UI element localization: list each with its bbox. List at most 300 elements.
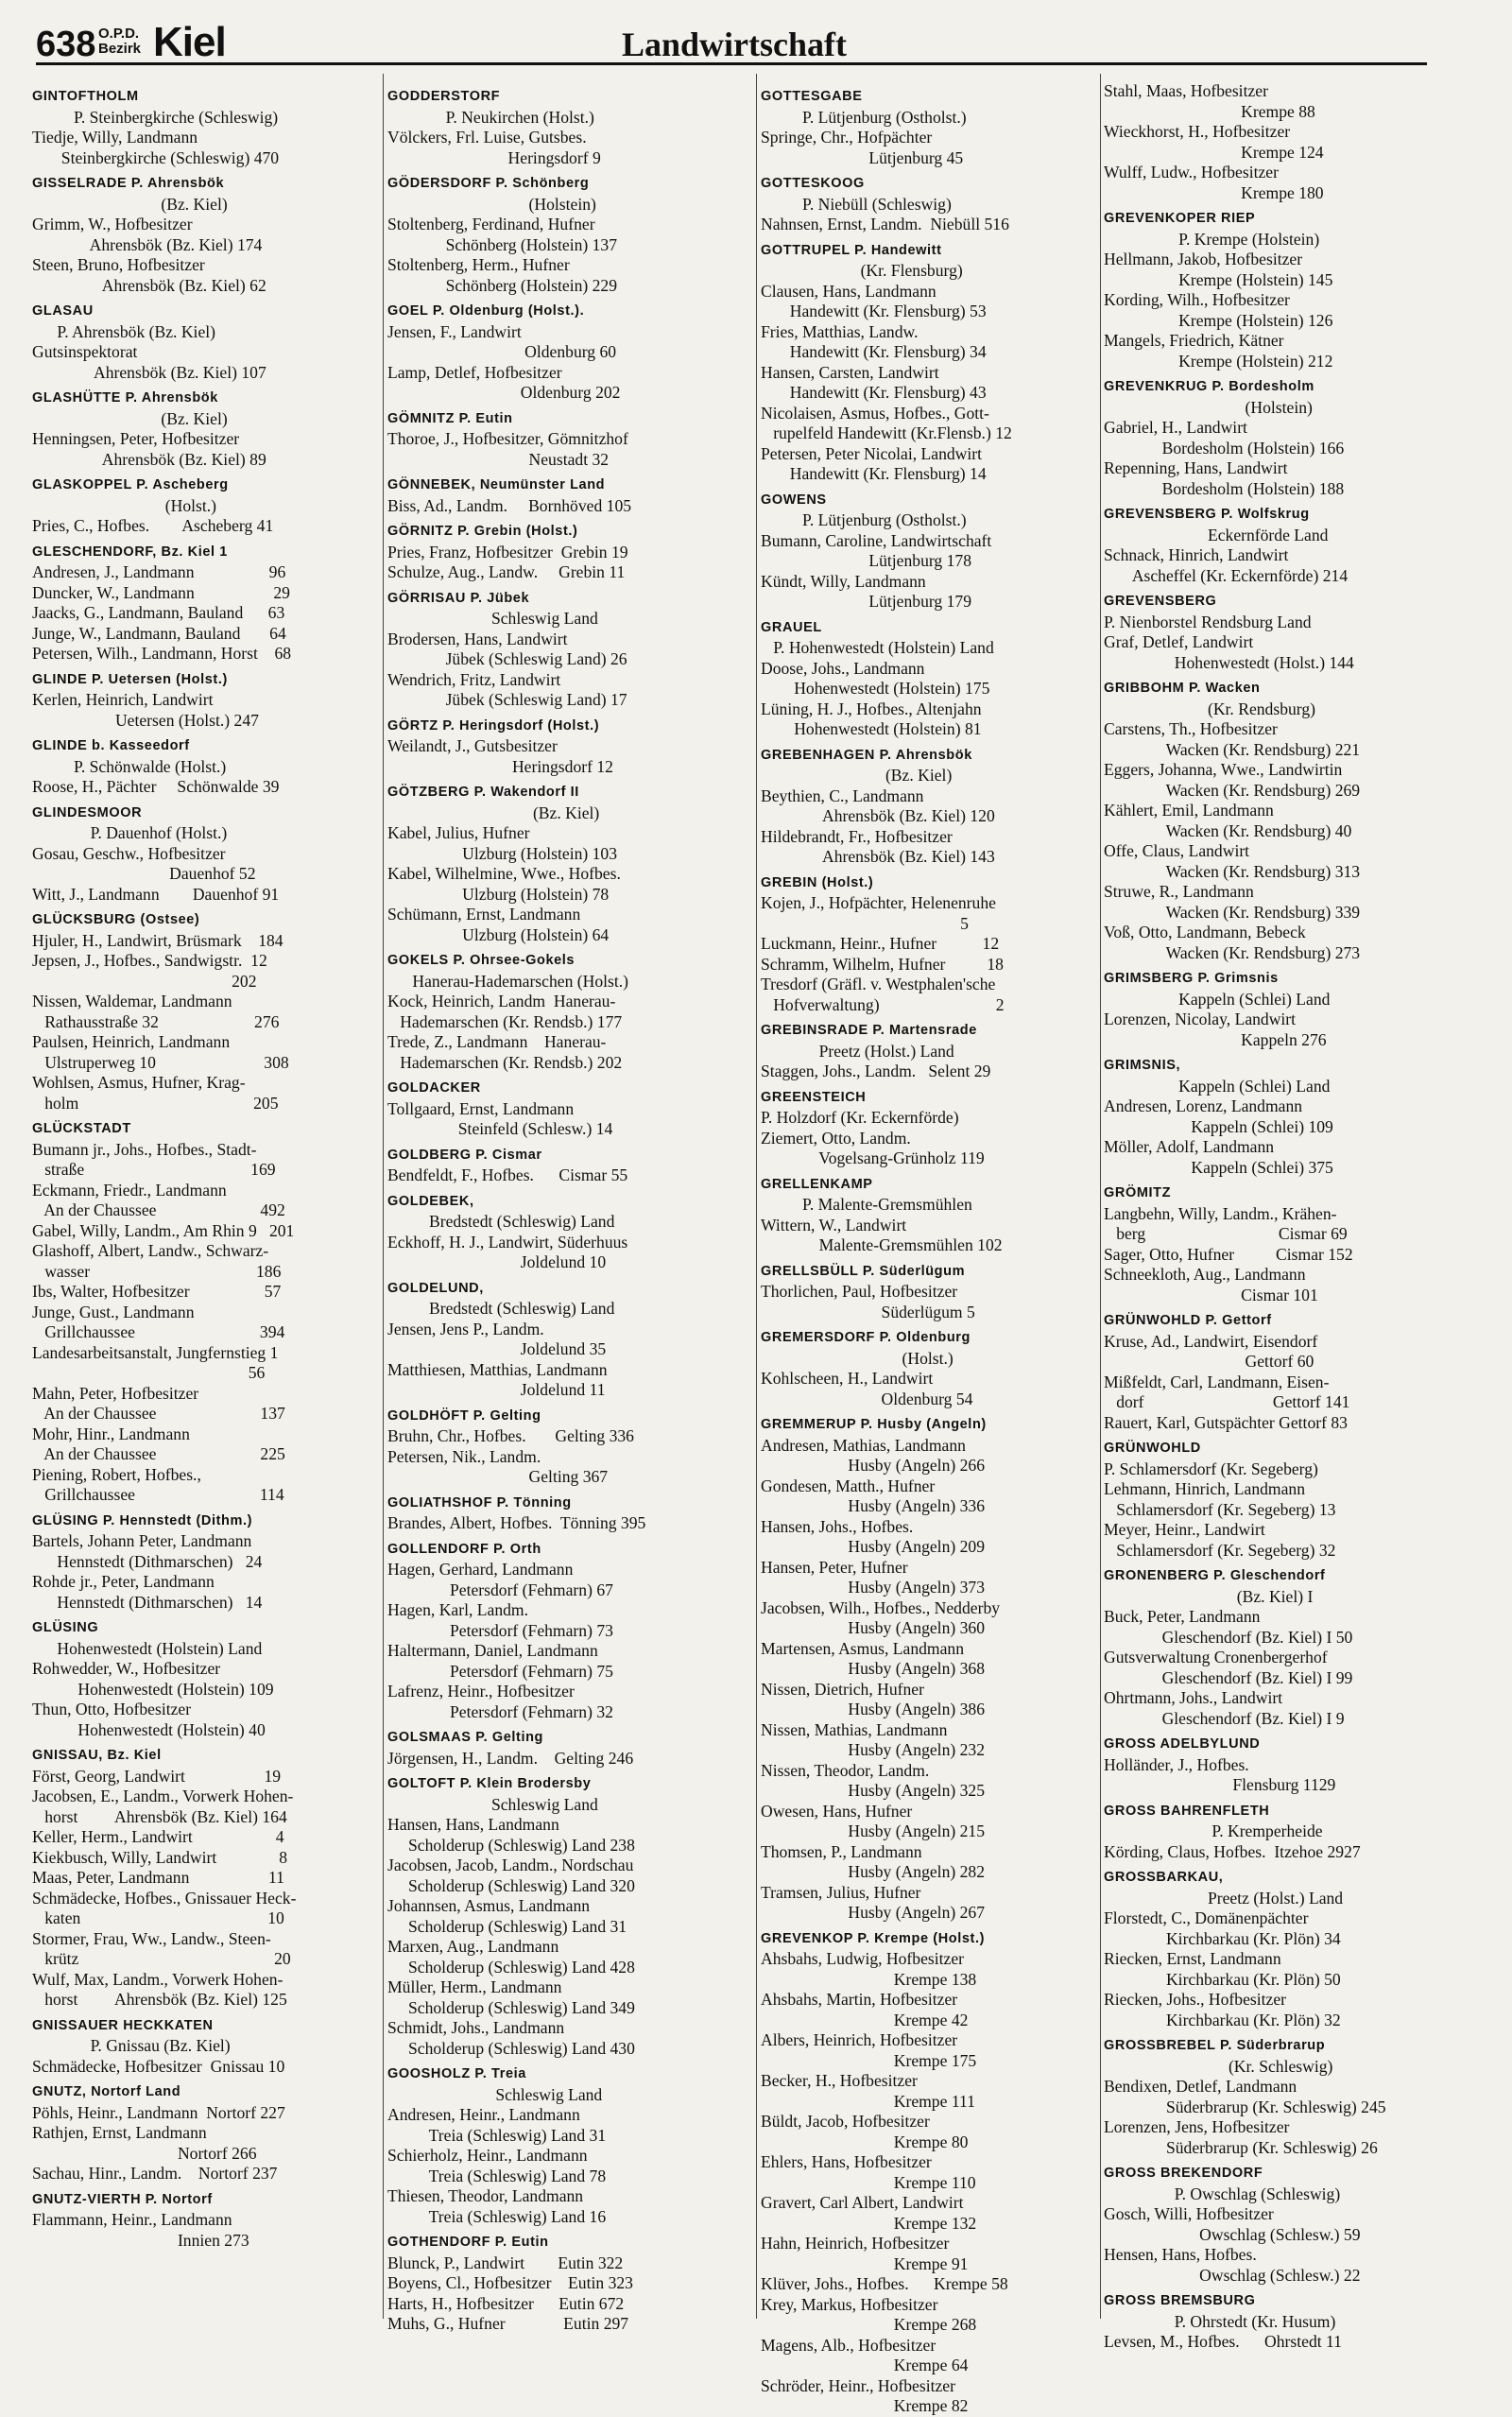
bezirk-label: Bezirk [98,41,142,57]
entry-line: Treia (Schleswig) Land 31 [387,2125,607,2145]
entry-line: P. Krempe (Holstein) [1104,229,1320,249]
entry-line: Hennstedt (Dithmarschen) 24 [32,1551,263,1571]
entry-line: Schmädecke, Hofbes., Gnissauer Heck- [32,1888,297,1908]
entry-line: Andresen, Lorenz, Landmann [1104,1096,1303,1115]
entry-line: Ascheffel (Kr. Eckernförde) 214 [1104,565,1349,585]
entry-line: Joldelund 35 [387,1339,607,1358]
entry-line: Krempe 82 [761,2396,969,2415]
district-city: Kiel [153,19,226,65]
entry-line: Jensen, Jens P., Landm. [387,1319,544,1338]
entry-line: Schlamersdorf (Kr. Segeberg) 13 [1104,1499,1336,1519]
place-heading: GREVENKRUG P. Bordesholm [1104,379,1314,394]
place-heading: GOTTRUPEL P. Handewitt [761,242,942,258]
entry-line: Grimm, W., Hofbesitzer [32,215,193,233]
place-heading: GLÜCKSBURG (Ostsee) [32,912,200,927]
entry-line: Levsen, M., Hofbes. Ohrstedt 11 [1104,2332,1342,2351]
place-heading: GOLIATHSHOF P. Tönning [387,1494,572,1511]
entry-line: Wacken (Kr. Rendsburg) 313 [1104,861,1361,881]
entry-line: Kock, Heinrich, Landm Hanerau- [387,992,616,1010]
place-heading: GROSSBREBEL P. Süderbrarup [1104,2038,1326,2053]
entry-line: katen 10 [32,1908,284,1927]
entry-line: Schulze, Aug., Landw. Grebin 11 [387,562,626,581]
entry-line: Krempe 180 [1104,182,1324,202]
entry-line: Wieckhorst, H., Hofbesitzer [1104,122,1291,141]
entry-line: Kappeln (Schlei) 109 [1104,1116,1333,1136]
entry-line: Nissen, Mathias, Landmann [761,1719,948,1739]
entry-line: Riecken, Ernst, Landmann [1104,1949,1281,1968]
entry-line: Krempe 88 [1104,101,1315,121]
entry-line: 202 [32,971,257,991]
place-heading: GROSS ADELBYLUND [1104,1736,1261,1752]
entry-line: (Holst.) [761,1348,954,1368]
entry-line: Büldt, Jacob, Hofbesitzer [761,2112,930,2131]
entry-line: Schramm, Wilhelm, Hufner 18 [761,954,1004,974]
place-heading: GOLDHÖFT P. Gelting [387,1407,541,1424]
entry-line: An der Chaussee 225 [32,1444,285,1463]
entry-line: P. Gnissau (Bz. Kiel) [32,2036,231,2055]
entry-line: (Bz. Kiel) I [1104,1586,1314,1606]
entry-line: Lüning, H. J., Hofbes., Altenjahn [761,699,982,718]
entry-line: Doose, Johs., Landmann [761,658,925,678]
place-heading: GÖNNEBEK, Neumünster Land [387,477,606,492]
entry-line: Gelting 367 [387,1467,609,1486]
entry-line: Hellmann, Jakob, Hofbesitzer [1104,250,1303,268]
entry-line: Gosau, Geschw., Hofbesitzer [32,843,226,863]
entry-line: Jepsen, J., Hofbes., Sandwigstr. 12 [32,951,267,970]
page-number: 638 [36,25,96,64]
entry-line: Piening, Robert, Hofbes., [32,1464,201,1484]
entry-line: Först, Georg, Landwirt 19 [32,1766,282,1786]
entry-line: Schleswig Land [387,609,598,628]
column-4 [1104,81,1463,2351]
entry-line: Gosch, Willi, Hofbesitzer [1104,2204,1274,2223]
entry-line: Steen, Bruno, Hofbesitzer [32,255,205,274]
place-heading: GOLDBERG P. Cismar [387,1147,542,1163]
entry-line: Husby (Angeln) 215 [761,1821,986,1840]
entry-line: Jensen, F., Landwirt [387,321,522,341]
entry-line: Husby (Angeln) 266 [761,1456,986,1475]
place-heading: GLÜSING P. Hennstedt (Dithm.) [32,1512,253,1528]
place-heading: GÖMNITZ P. Eutin [387,410,513,426]
entry-line: Ziemert, Otto, Landm. [761,1128,911,1148]
entry-line: Vogelsang-Grünholz 119 [761,1148,985,1167]
entry-line: Thoroe, J., Hofbesitzer, Gömnitzhof [387,429,628,448]
entry-line: Uetersen (Holst.) 247 [32,710,259,730]
entry-line: Witt, J., Landmann Dauenhof 91 [32,884,280,904]
column-divider [756,74,757,2319]
entry-line: Handewitt (Kr. Flensburg) 34 [761,342,987,361]
place-heading: GRELLSBÜLL P. Süderlügum [761,1263,966,1279]
entry-line: Johannsen, Asmus, Landmann [387,1896,591,1915]
entry-line: Struwe, R., Landmann [1104,882,1254,901]
entry-line: Krempe 175 [761,2050,977,2070]
entry-line: krütz 20 [32,1949,291,1968]
entry-line: Jübek (Schleswig Land) 26 [387,649,627,668]
entry-line: (Kr. Schleswig) [1104,2056,1333,2076]
entry-line: Steinbergkirche (Schleswig) 470 [32,147,280,167]
place-heading: GOLDACKER [387,1080,481,1096]
entry-line: Hensen, Hans, Hofbes. [1104,2245,1257,2264]
entry-line: P. Ahrensbök (Bz. Kiel) [32,321,216,341]
entry-line: Rathausstraße 32 276 [32,1011,280,1031]
entry-line: Schleswig Land [387,1794,598,1814]
entry-line: Becker, H., Hofbesitzer [761,2071,918,2090]
entry-line: Stormer, Frau, Ww., Landw., Steen- [32,1928,271,1948]
column-2 [387,81,751,2333]
entry-line: Kählert, Emil, Landmann [1104,801,1274,820]
entry-line: Ohrtmann, Johs., Landwirt [1104,1688,1283,1707]
entry-line: Scholderup (Schleswig) Land 31 [387,1916,627,1936]
entry-line: Glashoff, Albert, Landw., Schwarz- [32,1241,269,1260]
entry-line: Meyer, Heinr., Landwirt [1104,1520,1265,1539]
place-heading: GROSS BREMSBURG [1104,2293,1256,2308]
entry-line: Süderlügum 5 [761,1302,975,1321]
entry-line: Preetz (Holst.) Land [1104,1888,1344,1908]
place-heading: GLÜSING [32,1620,99,1635]
entry-line: Cismar 101 [1104,1285,1318,1304]
entry-line: Husby (Angeln) 373 [761,1578,986,1597]
entry-line: Nissen, Dietrich, Hufner [761,1679,924,1699]
entry-line: Thorlichen, Paul, Hofbesitzer [761,1282,958,1301]
entry-line: Oldenburg 54 [761,1389,973,1408]
place-heading: GRÜNWOHLD [1104,1441,1201,1456]
entry-line: Malente-Gremsmühlen 102 [761,1235,1003,1254]
entry-line: (Bz. Kiel) [761,766,953,785]
header-rule [36,62,1427,65]
entry-line: Schlamersdorf (Kr. Segeberg) 32 [1104,1540,1336,1560]
entry-line: 56 [32,1363,266,1382]
entry-line: Hohenwestedt (Holstein) 175 [761,679,990,698]
place-heading: GREENSTEICH [761,1089,867,1105]
entry-line: Gravert, Carl Albert, Landwirt [761,2193,964,2212]
entry-line: Wacken (Kr. Rendsburg) 273 [1104,942,1361,962]
entry-line: Kappeln (Schlei) Land [1104,989,1331,1009]
opd-label: O.P.D. [98,26,140,42]
entry-line: Oldenburg 202 [387,383,621,402]
entry-line: Junge, Gust., Landmann [32,1302,195,1321]
entry-line: Stoltenberg, Herm., Hufner [387,255,570,274]
place-heading: GRÜNWOHLD P. Gettorf [1104,1313,1272,1328]
entry-line: Wacken (Kr. Rendsburg) 269 [1104,780,1361,800]
place-heading: GÖRTZ P. Heringsdorf (Holst.) [387,717,600,734]
entry-line: Brandes, Albert, Hofbes. Tönning 395 [387,1513,646,1532]
place-heading: GREBINSRADE P. Martensrade [761,1023,977,1038]
entry-line: Wacken (Kr. Rendsburg) 221 [1104,739,1361,759]
entry-line: Voß, Otto, Landmann, Bebeck [1104,923,1306,941]
entry-line: Carstens, Th., Hofbesitzer [1104,719,1278,738]
entry-line: Staggen, Johs., Landm. Selent 29 [761,1062,991,1080]
entry-line: Stahl, Maas, Hofbesitzer [1104,81,1268,100]
entry-line: Lorenzen, Jens, Hofbesitzer [1104,2117,1290,2136]
entry-line: Schümann, Ernst, Landmann [387,905,581,924]
entry-line: Hansen, Peter, Hufner [761,1557,908,1577]
entry-line: Owschlag (Schlesw.) 59 [1104,2224,1361,2244]
entry-line: Bendfeldt, F., Hofbes. Cismar 55 [387,1165,628,1184]
entry-line: Pries, C., Hofbes. Ascheberg 41 [32,516,274,535]
place-heading: GNUTZ, Nortorf Land [32,2084,181,2099]
entry-line: Repenning, Hans, Landwirt [1104,458,1288,477]
entry-line: Hahn, Heinrich, Hofbesitzer [761,2234,950,2253]
entry-line: Hofverwaltung) 2 [761,994,1005,1014]
entry-line: Bredstedt (Schleswig) Land [387,1299,615,1318]
entry-line: Gettorf 60 [1104,1352,1314,1371]
entry-line: Krempe 110 [761,2172,976,2192]
page-title: Landwirtschaft [622,26,848,63]
entry-line: holm 205 [32,1093,279,1113]
entry-line: Landesarbeitsanstalt, Jungfernstieg 1 [32,1342,279,1362]
entry-line: Ahrensbök (Bz. Kiel) 120 [761,806,995,825]
entry-line: Ahrensbök (Bz. Kiel) 107 [32,362,266,382]
entry-line: Heringsdorf 12 [387,756,613,776]
entry-line: Müller, Herm., Landmann [387,1977,562,1996]
entry-line: Wendrich, Fritz, Landwirt [387,669,561,689]
entry-line: Scholderup (Schleswig) Land 349 [387,1997,635,2017]
entry-line: P. Lütjenburg (Ostholst.) [761,107,967,127]
entry-line: Gleschendorf (Bz. Kiel) I 99 [1104,1667,1353,1687]
place-heading: GRÖMITZ [1104,1185,1172,1200]
entry-line: Krempe 132 [761,2213,977,2233]
entry-line: Ahrensbök (Bz. Kiel) 174 [32,234,263,254]
entry-line: Schönberg (Holstein) 137 [387,234,618,254]
entry-line: Bordesholm (Holstein) 166 [1104,438,1345,458]
entry-line: Schmädecke, Hofbesitzer Gnissau 10 [32,2056,285,2076]
entry-line: Kording, Wilh., Hofbesitzer [1104,290,1290,309]
entry-line: Kappeln 276 [1104,1029,1327,1049]
entry-line: Clausen, Hans, Landmann [761,281,936,301]
entry-line: Nahnsen, Ernst, Landm. Niebüll 516 [761,215,1009,233]
entry-line: Eckhoff, H. J., Landwirt, Süderhuus [387,1232,628,1252]
entry-line: Scholderup (Schleswig) Land 428 [387,1957,635,1977]
entry-line: Pries, Franz, Hofbesitzer Grebin 19 [387,542,628,561]
entry-line: Handewitt (Kr. Flensburg) 53 [761,302,987,320]
entry-line: Kruse, Ad., Landwirt, Eisendorf [1104,1331,1318,1351]
entry-line: Mohr, Hinr., Landmann [32,1424,190,1443]
entry-line: Krempe (Holstein) 212 [1104,351,1333,371]
place-heading: GROSS BREKENDORF [1104,2166,1263,2181]
entry-line: P. Lütjenburg (Ostholst.) [761,510,967,529]
place-heading: GLÜCKSTADT [32,1121,131,1136]
entry-line: Treia (Schleswig) Land 16 [387,2206,607,2226]
entry-line: Rauert, Karl, Gutspächter Gettorf 83 [1104,1412,1348,1432]
entry-line: Körding, Claus, Hofbes. Itzehoe 2927 [1104,1841,1361,1861]
entry-line: Mißfeldt, Carl, Landmann, Eisen- [1104,1372,1330,1391]
entry-line: Nissen, Theodor, Landm. [761,1760,930,1780]
entry-line: Eggers, Johanna, Wwe., Landwirtin [1104,760,1343,779]
entry-line: Krempe 111 [761,2091,975,2111]
entry-line: Hagen, Karl, Landm. [387,1600,529,1619]
entry-line: Paulsen, Heinrich, Landmann [32,1032,231,1051]
place-heading: GOLLENDORF P. Orth [387,1541,541,1557]
entry-line: Flammann, Heinr., Landmann [32,2210,232,2229]
entry-line: Schmidt, Johs., Landmann [387,2018,565,2037]
entry-line: Scholderup (Schleswig) Land 320 [387,1875,635,1895]
entry-line: Hennstedt (Dithmarschen) 14 [32,1592,263,1612]
entry-line: Graf, Detlef, Landwirt [1104,632,1254,651]
entry-line: An der Chaussee 492 [32,1200,285,1219]
entry-line: rupelfeld Handewitt (Kr.Flensb.) 12 [761,423,1012,442]
place-heading: GLINDESMOOR [32,804,143,820]
entry-line: Schönberg (Holstein) 229 [387,275,618,295]
place-heading: GÖDERSDORF P. Schönberg [387,176,590,191]
entry-line: Oldenburg 60 [387,342,617,361]
place-heading: GREBENHAGEN P. Ahrensbök [761,747,972,763]
entry-line: Martensen, Asmus, Landmann [761,1638,964,1658]
entry-line: Weilandt, J., Gutsbesitzer [387,736,558,755]
entry-line: Schierholz, Heinr., Landmann [387,2146,588,2165]
entry-line: Henningsen, Peter, Hofbesitzer [32,429,240,448]
place-heading: GOLSMAAS P. Gelting [387,1730,544,1745]
entry-line: Heringsdorf 9 [387,147,601,167]
entry-line: Holländer, J., Hofbes. [1104,1754,1249,1774]
place-heading: GOLTOFT P. Klein Brodersby [387,1776,592,1791]
entry-line: Steinfeld (Schlesw.) 14 [387,1119,613,1138]
entry-line: P. Schlamersdorf (Kr. Segeberg) [1104,1459,1318,1478]
entry-line: Mahn, Peter, Hofbesitzer [32,1383,199,1403]
entry-line: P. Hohenwestedt (Holstein) Land [761,638,994,657]
entry-line: P. Holzdorf (Kr. Eckernförde) [761,1108,959,1127]
entry-line: Husby (Angeln) 386 [761,1700,986,1718]
entry-line: (Kr. Rendsburg) [1104,699,1315,718]
entry-line: P. Nienborstel Rendsburg Land [1104,612,1312,631]
entry-line: Bordesholm (Holstein) 188 [1104,478,1345,498]
entry-line: Jaacks, G., Landmann, Bauland 63 [32,603,285,622]
entry-line: Bartels, Johann Peter, Landmann [32,1531,252,1550]
entry-line: Ulzburg (Holstein) 103 [387,843,618,863]
entry-line: Schleswig Land [387,2084,603,2104]
entry-line: Flensburg 1129 [1104,1775,1336,1794]
entry-line: Grillchaussee 114 [32,1485,284,1504]
entry-line: Rathjen, Ernst, Landmann [32,2123,207,2142]
entry-line: Owschlag (Schlesw.) 22 [1104,2265,1361,2285]
entry-line: P. Dauenhof (Holst.) [32,823,228,842]
entry-line: Petersdorf (Fehmarn) 67 [387,1580,613,1599]
entry-line: Preetz (Holst.) Land [761,1041,954,1061]
entry-line: P. Neukirchen (Holst.) [387,107,594,127]
entry-line: Langbehn, Willy, Landm., Krähen- [1104,1203,1337,1223]
entry-line: Thomsen, P., Landmann [761,1841,922,1861]
entry-line: Wulff, Ludw., Hofbesitzer [1104,163,1279,181]
entry-line: P. Malente-Gremsmühlen [761,1195,972,1214]
place-heading: GREVENSBERG P. Wolfskrug [1104,507,1310,522]
entry-line: Andresen, Heinr., Landmann [387,2105,580,2124]
place-heading: GINTOFTHOLM [32,89,139,104]
place-heading: GRAUEL [761,619,822,635]
entry-line: Hanerau-Hademarschen (Holst.) [387,971,629,991]
entry-line: Owesen, Hans, Hufner [761,1801,913,1821]
page-header [36,11,1427,68]
entry-line: Tiedje, Willy, Landmann [32,128,198,147]
entry-line: Ahsbahs, Ludwig, Hofbesitzer [761,1949,964,1968]
entry-line: Kirchbarkau (Kr. Plön) 50 [1104,1969,1341,1989]
entry-line: Stoltenberg, Ferdinand, Hufner [387,215,595,233]
entry-line: Bruhn, Chr., Hofbes. Gelting 336 [387,1426,634,1445]
entry-line: (Bz. Kiel) [387,803,600,822]
entry-line: Husby (Angeln) 325 [761,1781,986,1800]
entry-line: Grillchaussee 394 [32,1322,285,1341]
entry-line: Roose, H., Pächter Schönwalde 39 [32,777,280,796]
entry-line: Gutsverwaltung Cronenbergerhof [1104,1648,1328,1666]
entry-line: Muhs, G., Hufner Eutin 297 [387,2314,629,2333]
place-heading: GNUTZ-VIERTH P. Nortorf [32,2191,213,2207]
entry-line: Hildebrandt, Fr., Hofbesitzer [761,826,953,846]
entry-line: Wulf, Max, Landm., Vorwerk Hohen- [32,1969,284,1989]
entry-line: Krempe 138 [761,1969,977,1989]
place-heading: GNISSAU, Bz. Kiel [32,1748,162,1763]
entry-line: Hohenwestedt (Holstein) Land [32,1638,263,1658]
entry-line: Ahsbahs, Martin, Hofbesitzer [761,1990,958,2009]
entry-line: Lütjenburg 179 [761,592,972,611]
entry-line: Treia (Schleswig) Land 78 [387,2166,607,2185]
entry-line: Jacobsen, E., Landm., Vorwerk Hohen- [32,1787,294,1805]
entry-line: Gabriel, H., Landwirt [1104,418,1247,437]
entry-line: Gondesen, Matth., Hufner [761,1476,936,1495]
place-heading: GROSS BAHRENFLETH [1104,1803,1270,1819]
entry-line: Pöhls, Heinr., Landmann Nortorf 227 [32,2102,285,2122]
place-heading: GLASKOPPEL P. Ascheberg [32,477,229,492]
entry-line: Kojen, J., Hofpächter, Helenenruhe [761,893,996,912]
entry-line: Harts, H., Hofbesitzer Eutin 672 [387,2293,625,2313]
entry-line: Hademarschen (Kr. Rendsb.) 177 [387,1011,623,1031]
entry-line: Hohenwestedt (Holst.) 144 [1104,652,1354,672]
entry-line: Thun, Otto, Hofbesitzer [32,1700,192,1718]
entry-line: Krempe 268 [761,2315,977,2334]
entry-line: Krempe (Holstein) 126 [1104,310,1333,330]
column-divider [383,74,384,2319]
entry-line: Kiekbusch, Willy, Landwirt 8 [32,1847,288,1867]
entry-line: Bredstedt (Schleswig) Land [387,1212,615,1231]
place-heading: GOLDEBEK, [387,1193,474,1209]
entry-line: Andresen, J., Landmann 96 [32,562,286,581]
entry-line: Trede, Z., Landmann Hanerau- [387,1032,607,1051]
entry-line: Riecken, Johs., Hofbesitzer [1104,1990,1286,2009]
place-heading: GROSSBARKAU, [1104,1870,1224,1885]
place-heading: GLASAU [32,303,94,319]
entry-line: P. Kremperheide [1104,1821,1323,1840]
entry-line: Krempe 80 [761,2132,969,2151]
entry-line: Völckers, Frl. Luise, Gutsbes. [387,128,587,147]
entry-line: An der Chaussee 137 [32,1404,285,1423]
entry-line: Florstedt, C., Domänenpächter [1104,1908,1309,1927]
entry-line: Hademarschen (Kr. Rendsb.) 202 [387,1052,623,1072]
entry-line: Kerlen, Heinrich, Landwirt [32,690,214,709]
entry-line: Petersen, Wilh., Landmann, Horst 68 [32,644,292,663]
place-heading: GÖTZBERG P. Wakendorf II [387,785,579,800]
entry-line: Lehmann, Hinrich, Landmann [1104,1479,1306,1498]
place-heading: GOOSHOLZ P. Treia [387,2066,526,2081]
entry-line: Hohenwestedt (Holstein) 40 [32,1719,266,1739]
entry-line: Tresdorf (Gräfl. v. Westphalen'sche [761,975,996,993]
place-heading: GRIBBOHM P. Wacken [1104,681,1261,696]
entry-line: Husby (Angeln) 267 [761,1903,986,1922]
entry-line: Krey, Markus, Hofbesitzer [761,2294,938,2314]
entry-line: Hansen, Hans, Landmann [387,1815,559,1834]
entry-line: Fries, Matthias, Landw. [761,321,919,341]
entry-line: Kabel, Julius, Hufner [387,823,530,842]
entry-line: (Holst.) [32,495,216,515]
place-heading: GOTTESKOOG [761,176,865,191]
entry-line: Gleschendorf (Bz. Kiel) I 9 [1104,1708,1345,1728]
entry-line: Springe, Chr., Hofpächter [761,128,933,147]
entry-line: Mangels, Friedrich, Kätner [1104,331,1284,350]
entry-line: Petersdorf (Fehmarn) 75 [387,1661,613,1681]
entry-line: Jübek (Schleswig Land) 17 [387,690,627,709]
column-divider [1100,74,1101,2319]
entry-line: Schneekloth, Aug., Landmann [1104,1265,1306,1284]
entry-line: Beythien, C., Landmann [761,786,924,805]
entry-line: Biss, Ad., Landm. Bornhöved 105 [387,495,632,515]
entry-line: (Holstein) [387,194,596,214]
entry-line: Joldelund 10 [387,1252,607,1271]
